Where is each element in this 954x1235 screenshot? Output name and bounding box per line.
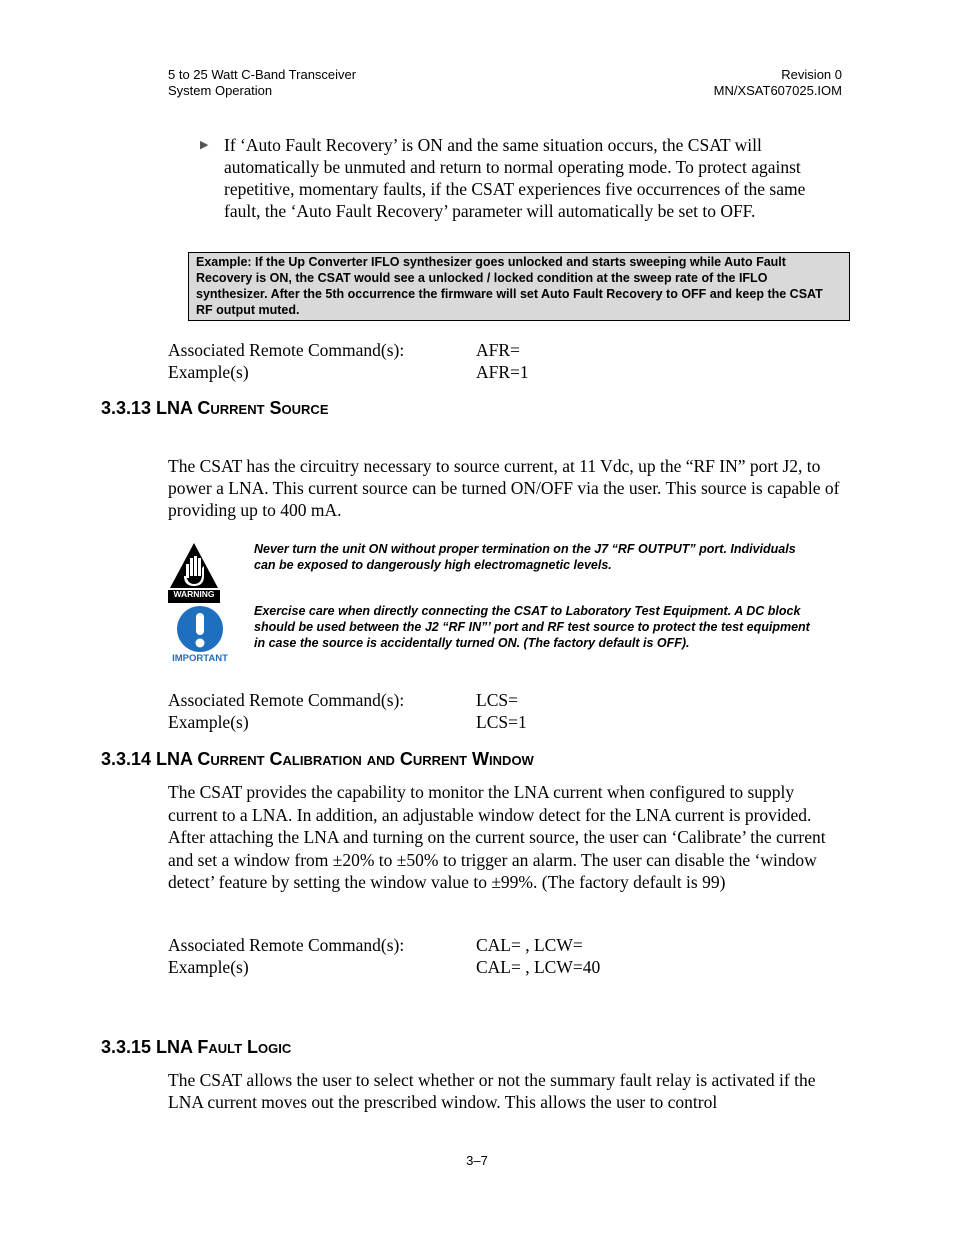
assoc-label: Associated Remote Command(s):	[168, 690, 405, 710]
warning-text: Never turn the unit ON without proper termination on the J7 “RF OUTPUT” port. Individuals can be exposed to dangerously high electromagnetic levels.	[254, 542, 796, 572]
example-label: Example(s)	[168, 957, 249, 977]
section-3-3-13-paragraph: The CSAT has the circuitry necessary to source current, at 11 Vdc, up the “RF IN” port J2, to power a LNA. This current source can be turned ON/OFF via the user. This source is capable of providing up to 400 mA.	[168, 456, 840, 520]
example-label: Example(s)	[168, 362, 249, 382]
lcs-assoc-row	[168, 689, 518, 711]
example-label: Example(s)	[168, 712, 249, 732]
assoc-value: AFR=	[476, 340, 520, 360]
header-revision: Revision 0	[781, 67, 842, 82]
assoc-label: Associated Remote Command(s):	[168, 935, 405, 955]
section-3-3-14-heading: 3.3.14 LNA Current Calibration and Current Window	[101, 749, 534, 769]
assoc-label: Associated Remote Command(s):	[168, 340, 405, 360]
afr-example-row	[168, 361, 529, 383]
header-doc-number: MN/XSAT607025.IOM	[713, 83, 842, 98]
important-icon-label: IMPORTANT	[172, 653, 228, 664]
important-text: Exercise care when directly connecting the CSAT to Laboratory Test Equipment. A DC block should be used between the J2 “RF IN”’ port and RF test source to protect the test equipment in case the source is accidentally turned ON. (The factory default is OFF).	[254, 604, 810, 650]
cal-example-row	[168, 956, 600, 978]
example-value: CAL= , LCW=40	[476, 957, 601, 977]
assoc-value: LCS=	[476, 690, 518, 710]
header-doc-title: 5 to 25 Watt C-Band Transceiver	[168, 67, 357, 82]
bullet-paragraph: If ‘Auto Fault Recovery’ is ON and the same situation occurs, the CSAT will automatically be unmuted and return to normal operating mode. To protect against repetitive, momentary faults, if the CSAT experiences five occurrences of the same fault, the ‘Auto Fault Recovery’ parameter will automatically be set to OFF.	[224, 135, 806, 221]
afr-assoc-row	[168, 339, 520, 361]
section-3-3-15-heading: 3.3.15 LNA Fault Logic	[101, 1037, 292, 1057]
assoc-value: CAL= , LCW=	[476, 935, 583, 955]
lcs-example-row	[168, 711, 527, 733]
section-3-3-15-paragraph: The CSAT allows the user to select whether or not the summary fault relay is activated if the LNA current moves out the prescribed window. This allows the user to control	[168, 1070, 816, 1112]
section-3-3-14-paragraph: The CSAT provides the capability to monitor the LNA current when configured to supply current to a LNA. In addition, an adjustable window detect for the LNA current is provided. After attaching the LNA and turning on the current source, the user can ‘Calibrate’ the current and set a window from ±20% to ±50% to trigger an alarm. The user can disable the ‘window detect’ feature by setting the window value to ±99%. (The factory default is 99)	[168, 782, 826, 893]
page-number: 3–7	[466, 1153, 488, 1168]
important-icon	[176, 605, 224, 653]
header-right	[714, 67, 842, 99]
bullet-arrow-icon: ▶	[200, 139, 209, 151]
example-box: Example: If the Up Converter IFLO synthesizer goes unlocked and starts sweeping while Auto Fault Recovery is ON, the CSAT would see a unlocked / locked condition at the sweep rate of the IFLO synthesizer. After the 5th occurrence the firmware will set Auto Fault Recovery to OFF and keep the CSAT RF output muted.	[188, 252, 850, 321]
example-value: LCS=1	[476, 712, 527, 732]
section-3-3-13-heading: 3.3.13 LNA Current Source	[101, 398, 329, 418]
header-left	[168, 67, 356, 99]
warning-icon-label: WARNING	[173, 589, 215, 599]
example-value: AFR=1	[476, 362, 529, 382]
header-chapter: System Operation	[168, 83, 273, 98]
cal-assoc-row	[168, 934, 583, 956]
